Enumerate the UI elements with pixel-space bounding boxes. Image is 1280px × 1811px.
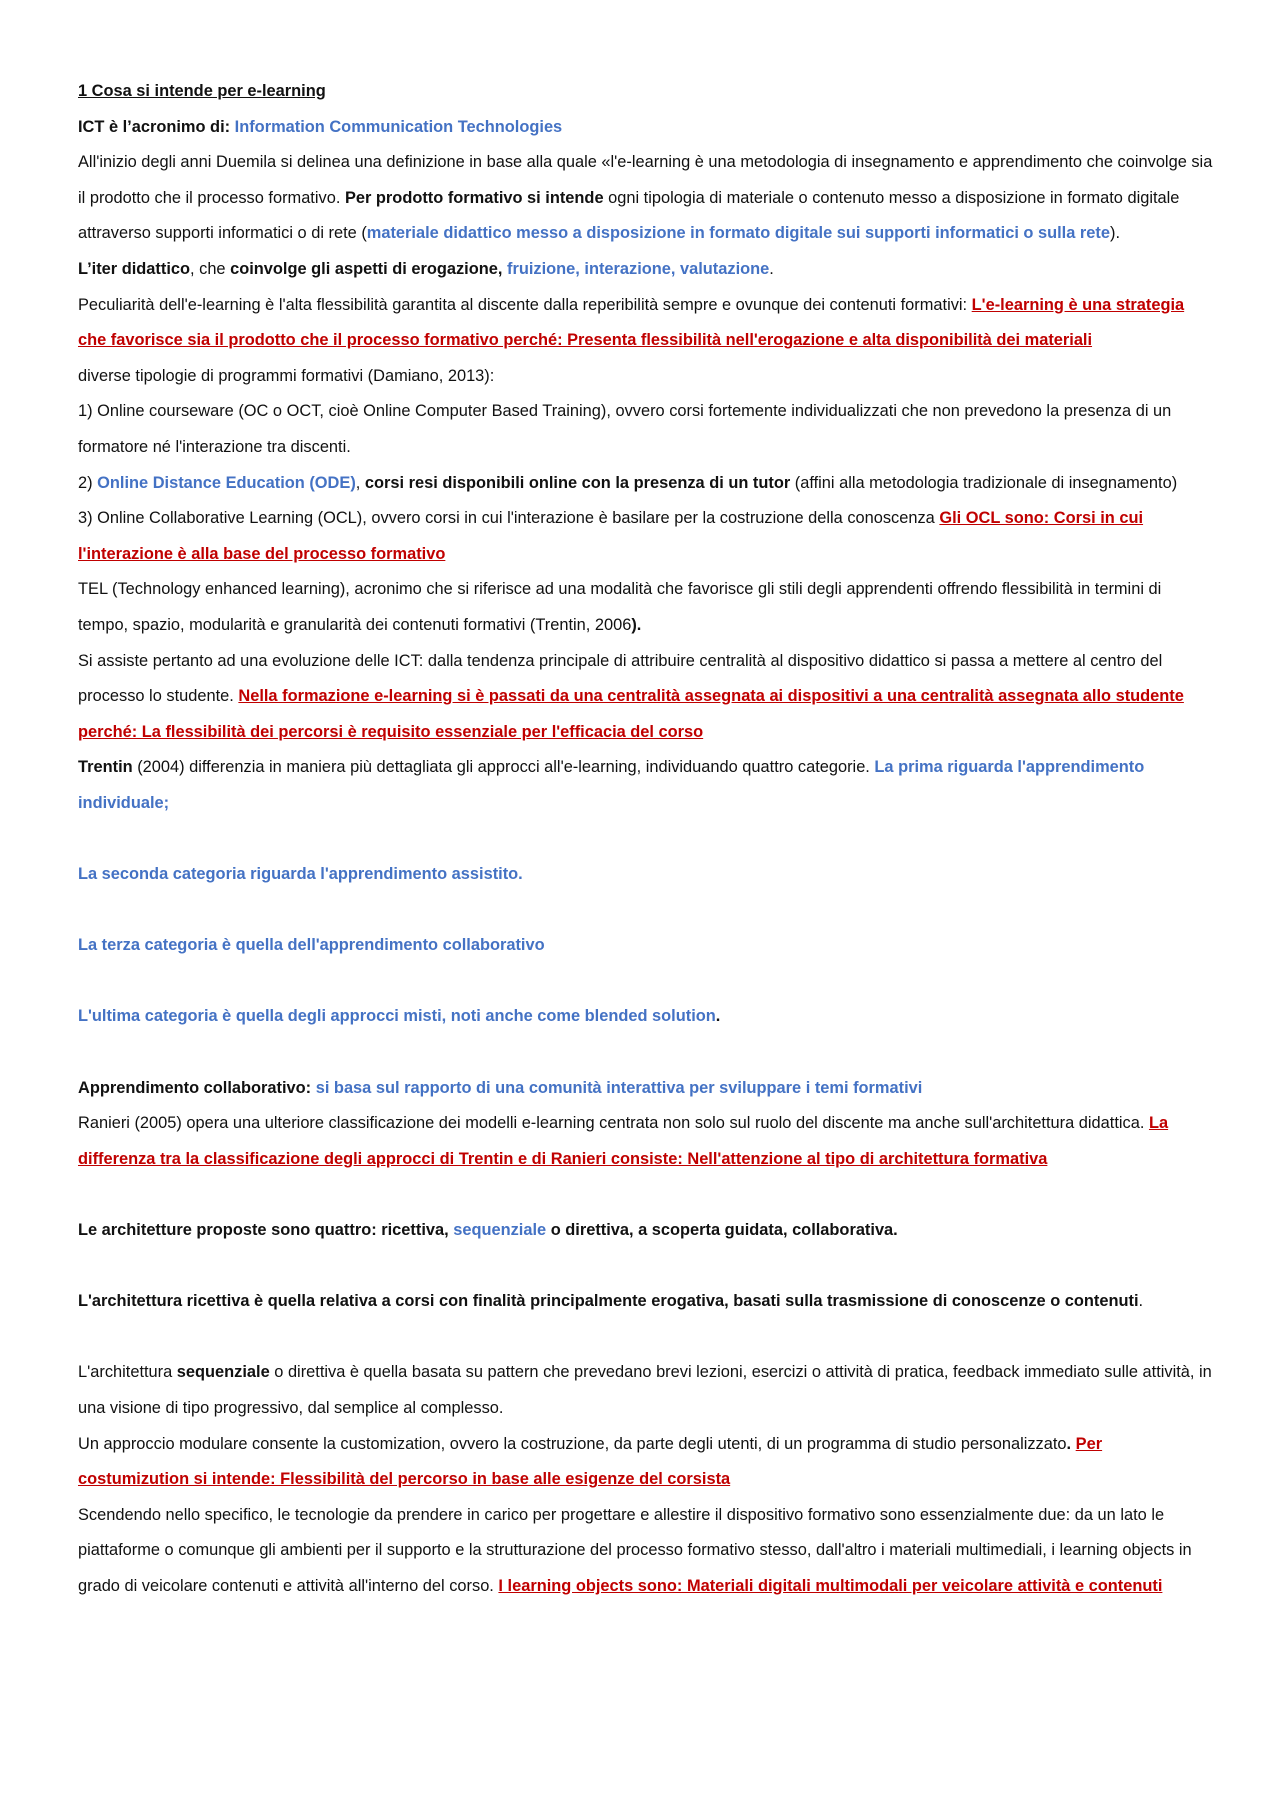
bold-text: L'architettura ricettiva è quella relativa a corsi con finalità principalmente erogativa, basati sulla trasmissione di conoscenze o contenuti <box>78 1292 1139 1311</box>
text: (affini alla metodologia tradizionale di insegnamento) <box>790 473 1178 492</box>
paragraph-architetture <box>78 1213 1213 1249</box>
highlight-blue: L'ultima categoria è quella degli approcci misti, noti anche come blended solution <box>78 1007 716 1026</box>
text: 2) <box>78 473 98 492</box>
highlight-red-answer: I learning objects sono: Materiali digitali multimodali per veicolare attività e contenuti <box>498 1576 1163 1595</box>
text: L'architettura <box>78 1363 177 1382</box>
bold-text: sequenziale <box>176 1363 270 1382</box>
text: TEL (Technology enhanced learning), acronimo che si riferisce ad una modalità che favorisce gli stili degli apprendenti offrendo flessibilità in termini di tempo, spazio, modularità e granularità dei contenuti formativi (Trentin, 2006 <box>78 580 1162 634</box>
text: Un approccio modulare consente la customization, ovvero la costruzione, da parte degli utenti, di un programma di studio personalizzato <box>78 1434 1067 1453</box>
bold-text: Per prodotto formativo si intende <box>344 188 604 207</box>
paragraph-apprendimento-collaborativo <box>78 1071 1213 1107</box>
spacer <box>78 821 1213 857</box>
bold-text: L’iter didattico <box>78 259 191 278</box>
highlight-blue: La terza categoria è quella dell'apprendimento collaborativo <box>78 936 545 955</box>
paragraph-evoluzione-ict <box>78 644 1213 751</box>
paragraph-architettura-sequenziale <box>78 1355 1213 1426</box>
text: , <box>355 473 365 492</box>
paragraph-architettura-ricettiva <box>78 1284 1213 1320</box>
paragraph-ranieri <box>78 1106 1213 1177</box>
bold-text: coinvolge gli aspetti di erogazione, <box>230 259 503 278</box>
bold-text: ). <box>631 615 642 634</box>
highlight-blue: Online Distance Education (ODE) <box>97 473 356 492</box>
bold-text: Le architetture proposte sono quattro: ricettiva, <box>78 1221 454 1239</box>
spacer <box>78 1035 1213 1071</box>
highlight-blue: materiale didattico messo a disposizione in formato digitale sui supporti informatici o sulla rete <box>366 224 1110 243</box>
text: All'inizio degli anni Duemila si delinea una definizione in base alla quale «l'e-learning è una metodologia di insegnamento e apprendimento che coinvolge sia il prodotto che il processo formativo. <box>78 153 1213 207</box>
highlight-blue: La seconda categoria riguarda l'apprendimento assistito. <box>78 865 523 884</box>
section-title <box>78 74 1213 110</box>
text: 3) Online Collaborative Learning (OCL), ovvero corsi in cui l'interazione è basilare per la costruzione della conoscenza <box>78 509 940 528</box>
paragraph-tecnologie <box>78 1498 1213 1605</box>
highlight-red-answer: Per costumizution si intende: Flessibilità del percorso in base alle esigenze del corsista <box>78 1434 1103 1489</box>
highlight-red-answer: Nella formazione e-learning si è passati da una centralità assegnata ai dispositivi a una centralità assegnata allo studente perché: La flessibilità dei percorsi è requisito essenziale per l'efficacia del corso <box>78 687 1184 741</box>
text: ). <box>1109 224 1120 243</box>
text: Scendendo nello specifico, le tecnologie da prendere in carico per progettare e allestire il dispositivo formativo sono essenzialmente due: da un lato le piattaforme o comunque gli ambienti per il supporto e la strutturazione del processo formativo stesso, dall'altro i materiali multimediali, i learning objects in grado di veicolare contenuti e attività all'interno del corso. <box>78 1505 1192 1595</box>
highlight-red-answer: L'e-learning è una strategia che favorisce sia il prodotto che il processo formativo perché: Presenta flessibilità nell'erogazione e alta disponibilità dei materiali <box>78 295 1185 350</box>
paragraph-elearning-definition <box>78 145 1213 252</box>
text: Ranieri (2005) opera una ulteriore classificazione dei modelli e-learning centrata non solo sul ruolo del discente ma anche sull'architettura didattica. <box>78 1114 1149 1133</box>
highlight-blue: sequenziale <box>453 1221 547 1239</box>
paragraph-tipologie: diverse tipologie di programmi formativi (Damiano, 2013): <box>78 366 495 385</box>
text: (2004) differenzia in maniera più dettagliata gli approcci all'e-learning, individuando quattro categorie. <box>132 758 875 777</box>
category-fourth <box>78 999 1213 1035</box>
spacer <box>78 964 1213 1000</box>
spacer <box>78 893 1213 929</box>
bold-text: o direttiva, a scoperta guidata, collaborativa. <box>546 1221 898 1239</box>
bold-text: corsi resi disponibili online con la presenza di un tutor <box>364 473 791 492</box>
category-second <box>78 857 1213 893</box>
paragraph-iter-didattico <box>78 252 1213 288</box>
highlight-blue: La prima riguarda l'apprendimento individuale; <box>78 758 1145 812</box>
spacer <box>78 1177 1213 1213</box>
highlight-blue: fruizione, interazione, valutazione <box>506 259 770 278</box>
paragraph-approccio-modulare <box>78 1427 1213 1498</box>
text: Peculiarità dell'e-learning è l'alta flessibilità garantita al discente dalla reperibilità sempre e ovunque dei contenuti formativi: <box>78 295 972 314</box>
highlight-red-answer: La differenza tra la classificazione degli approcci di Trentin e di Ranieri consiste: Nell'attenzione al tipo di architettura formativa <box>78 1114 1169 1168</box>
text: . <box>769 259 774 278</box>
bold-text: Apprendimento collaborativo: <box>78 1078 312 1097</box>
list-item-ode <box>78 466 1213 502</box>
list-item-online-courseware: 1) Online courseware (OC o OCT, cioè Online Computer Based Training), ovvero corsi fortemente individualizzati che non prevedono la presenza di un formatore né l'interazione tra discenti. <box>78 402 1172 456</box>
ict-label: ICT è l’acronimo di: <box>78 117 231 136</box>
highlight-red-answer: Gli OCL sono: Corsi in cui l'interazione è alla base del processo formativo <box>78 509 1144 563</box>
paragraph-peculiarita <box>78 288 1213 359</box>
text: o direttiva è quella basata su pattern che prevedano brevi lezioni, esercizi o attività di pratica, feedback immediato sulle attività, in una visione di tipo progressivo, dal semplice al complesso. <box>78 1363 1212 1417</box>
highlight-blue: si basa sul rapporto di una comunità interattiva per sviluppare i temi formativi <box>315 1078 923 1097</box>
text: . <box>1138 1292 1144 1311</box>
text: , che <box>190 259 231 278</box>
text: Si assiste pertanto ad una evoluzione delle ICT: dalla tendenza principale di attribuire centralità al dispositivo didattico si passa a mettere al centro del processo lo studente. <box>78 651 1163 706</box>
ict-definition <box>78 110 1213 146</box>
document-page <box>78 74 1213 1605</box>
paragraph-tel <box>78 572 1213 643</box>
paragraph-trentin <box>78 750 1213 821</box>
text: ogni tipologia di materiale o contenuto messo a disposizione in formato digitale attraverso supporti informatici o di rete ( <box>78 188 1180 243</box>
spacer <box>78 1320 1213 1356</box>
category-third <box>78 928 1213 964</box>
section-title-text: 1 Cosa si intende per e-learning <box>78 82 326 100</box>
list-item-ocl <box>78 501 1213 572</box>
ict-value: Information Communication Technologies <box>234 117 563 136</box>
bold-text: Trentin <box>78 758 133 777</box>
bold-text: . <box>1066 1434 1072 1453</box>
spacer <box>78 1249 1213 1285</box>
bold-text: . <box>715 1007 721 1026</box>
